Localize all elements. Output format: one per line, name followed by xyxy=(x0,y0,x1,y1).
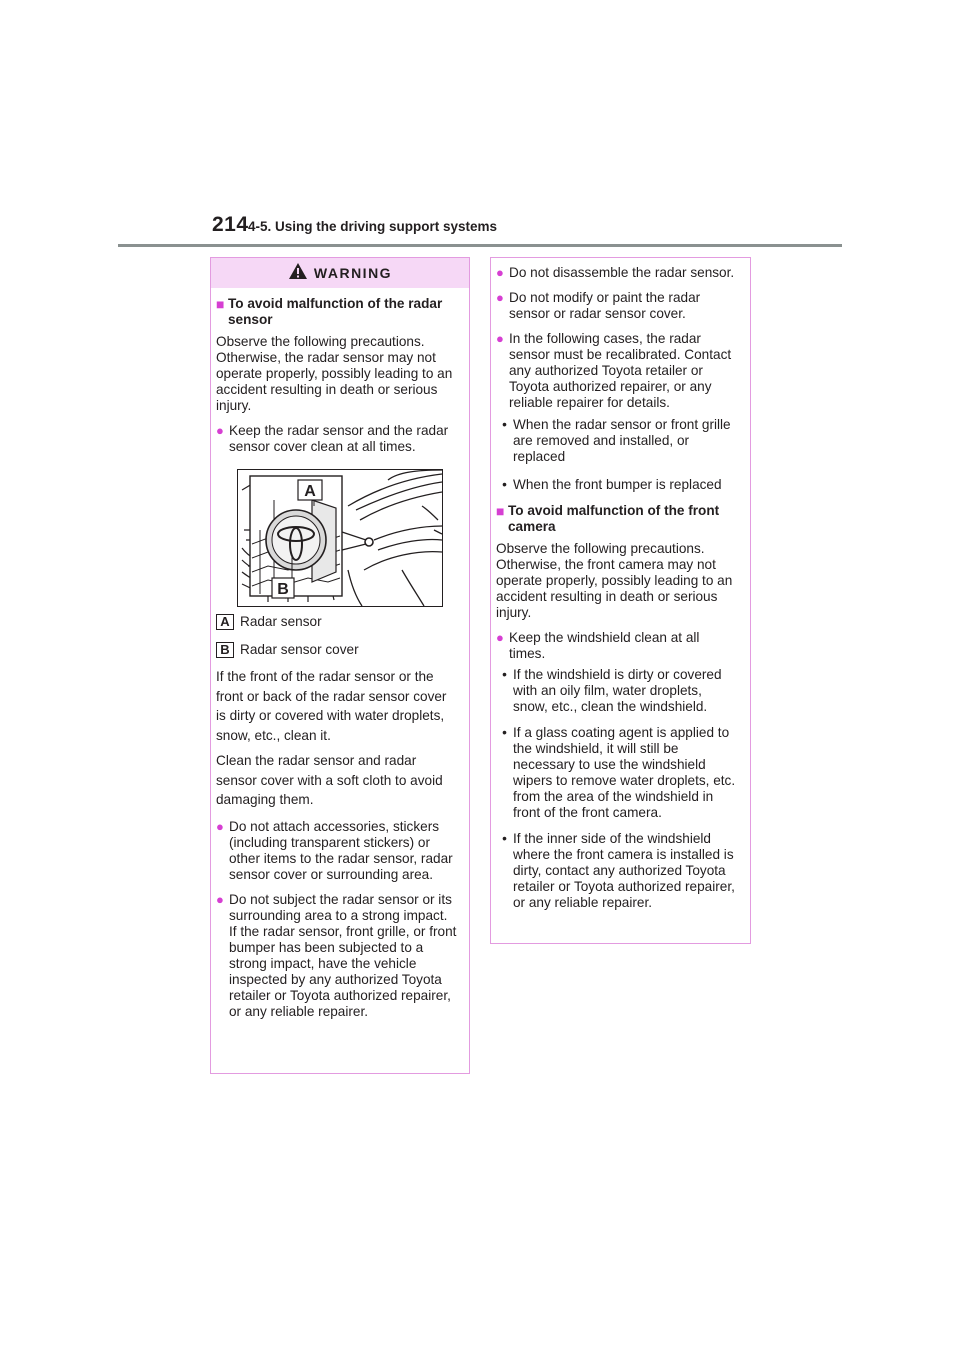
sub-list-item: • If the inner side of the windshield where the front camera is installed is dirty, contact any authorized Toyota retailer or Toyota authorized repairer, or any reliable repairer. xyxy=(502,831,735,910)
cleaning-paragraph: If the front of the radar sensor or the front or back of the radar sensor cover is dirty or covered with water droplets, snow, etc., clean it. xyxy=(216,669,447,743)
callout-a: A xyxy=(304,483,316,500)
list-item: ● Do not attach accessories, stickers (including transparent stickers) or other items to the radar sensor, radar sensor cover or surrounding area. xyxy=(216,818,453,882)
caption-key-a: A xyxy=(216,614,234,630)
soft-cloth-paragraph: Clean the radar sensor and radar sensor cover with a soft cloth to avoid damaging them. xyxy=(216,753,443,807)
list-item: ● Do not disassemble the radar sensor. xyxy=(496,265,735,280)
caption-radar-sensor: A Radar sensor xyxy=(216,613,457,631)
circle-bullet-icon: ● xyxy=(496,630,504,645)
callout-b: B xyxy=(277,581,289,598)
list-item: ● Do not subject the radar sensor or its surrounding area to a strong impact. If the radar sensor, front grille, or front bumper has been subjected to a strong impact, have the vehicle inspected by any authorized Toyota retailer or Toyota authorized repairer, or any reliable repairer. xyxy=(216,891,457,1019)
circle-bullet-icon: ● xyxy=(496,331,504,346)
circle-bullet-icon: ● xyxy=(216,423,224,438)
warning-box-right xyxy=(490,257,751,944)
warning-label: WARNING xyxy=(313,265,393,281)
warning-banner xyxy=(211,258,469,288)
camera-intro: Observe the following precautions. Otherwise, the front camera may not operate properly, possibly leading to an accident resulting in death or serious injury. xyxy=(496,541,733,620)
list-item: ● Keep the radar sensor and the radar sensor cover clean at all times. xyxy=(216,423,449,454)
sub-list-item: • When the radar sensor or front grille are removed and installed, or replaced xyxy=(502,417,731,464)
warning-box-left xyxy=(210,257,470,1074)
section-title: 4-5. Using the driving support systems xyxy=(248,219,498,234)
radar-heading: ■ To avoid malfunction of the radar sensor xyxy=(216,296,443,327)
circle-bullet-icon: ● xyxy=(216,818,224,834)
sub-list-item: • When the front bumper is replaced xyxy=(502,477,722,492)
square-bullet-icon: ■ xyxy=(216,296,225,312)
list-item: ● Keep the windshield clean at all times. xyxy=(496,630,700,661)
caption-radar-sensor-cover: B Radar sensor cover xyxy=(216,641,457,659)
circle-bullet-icon: ● xyxy=(216,891,224,907)
list-item: ● In the following cases, the radar sensor must be recalibrated. Contact any authorized Toyota retailer or Toyota authorized repairer, or any reliable repairer for details. xyxy=(496,331,732,410)
sub-list-item: • If the windshield is dirty or covered with an oily film, water droplets, snow, etc., clean the windshield. xyxy=(502,667,722,714)
radar-intro: Observe the following precautions. Otherwise, the radar sensor may not operate properly, possibly leading to an accident resulting in death or serious injury. xyxy=(216,334,453,413)
sub-list-item: • If a glass coating agent is applied to the windshield, it will still be necessary to use the windshield wipers to remove water droplets, etc. from the area of the windshield in front of the front camera. xyxy=(502,725,736,820)
circle-bullet-icon: ● xyxy=(496,290,504,305)
camera-heading: ■ To avoid malfunction of the front camera xyxy=(496,503,720,534)
warning-triangle-icon xyxy=(288,262,308,285)
list-item: ● Do not modify or paint the radar sensor or radar sensor cover. xyxy=(496,290,701,321)
caption-key-b: B xyxy=(216,642,234,658)
circle-bullet-icon: ● xyxy=(496,265,504,280)
header-rule xyxy=(118,244,842,247)
square-bullet-icon: ■ xyxy=(496,503,505,519)
radar-sensor-illustration xyxy=(237,469,443,607)
page-number: 214 xyxy=(212,213,249,236)
